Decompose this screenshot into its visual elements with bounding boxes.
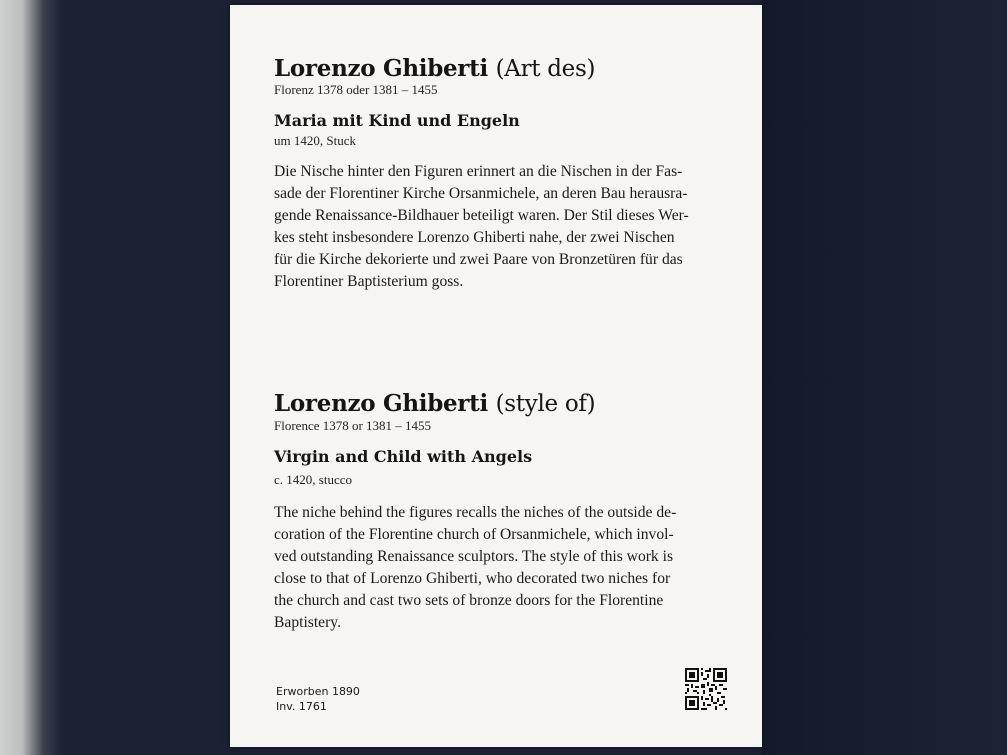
description-de — [274, 161, 734, 293]
inventory-number: Inv. 1761 — [276, 700, 327, 713]
artwork-meta-en: c. 1420, stucco — [274, 472, 352, 487]
description-line: Baptistery. — [274, 614, 341, 631]
artist-name-en: Lorenzo Ghiberti — [274, 390, 488, 417]
description-line: Die Nische hinter den Figuren erinnert an die Nischen in der Fas- — [274, 163, 683, 180]
description-line: The niche behind the figures recalls the niches of the outside de- — [274, 504, 677, 521]
description-line: the church and cast two sets of bronze doors for the Florentine — [274, 592, 664, 609]
artist-heading-de — [274, 55, 595, 82]
artist-heading-en — [274, 390, 595, 417]
description-line: coration of the Florentine church of Orsanmichele, which invol- — [274, 526, 674, 543]
museum-label-card — [230, 5, 762, 747]
description-line: close to that of Lorenzo Ghiberti, who decorated two niches for — [274, 570, 671, 587]
artist-suffix-en: (style of) — [495, 391, 596, 417]
artwork-title-de: Maria mit Kind und Engeln — [274, 111, 520, 130]
description-en — [274, 502, 734, 634]
qr-code-icon — [685, 668, 727, 710]
artwork-title-en: Virgin and Child with Angels — [274, 447, 533, 466]
artist-name-de: Lorenzo Ghiberti — [274, 55, 488, 82]
gallery-wall-right — [761, 0, 1007, 755]
artist-dates-en: Florence 1378 or 1381 – 1455 — [274, 418, 432, 433]
description-line: Florentiner Baptisterium goss. — [274, 273, 464, 290]
gallery-wall-left — [0, 0, 62, 755]
artist-dates-de: Florenz 1378 oder 1381 – 1455 — [274, 82, 438, 97]
artist-suffix-de: (Art des) — [495, 56, 596, 82]
description-line: für die Kirche dekorierte und zwei Paare von Bronzetüren für das — [274, 251, 683, 268]
description-line: gende Renaissance-Bildhauer beteiligt waren. Der Stil dieses Wer- — [274, 207, 689, 224]
acquisition-note: Erworben 1890 — [276, 685, 360, 698]
artwork-meta-de: um 1420, Stuck — [274, 133, 356, 148]
description-line: sade der Florentiner Kirche Orsanmichele, an deren Bau herausra- — [274, 185, 688, 202]
description-line: kes steht insbesondere Lorenzo Ghiberti nahe, der zwei Nischen — [274, 229, 675, 246]
description-line: ved outstanding Renaissance sculptors. The style of this work is — [274, 548, 674, 565]
